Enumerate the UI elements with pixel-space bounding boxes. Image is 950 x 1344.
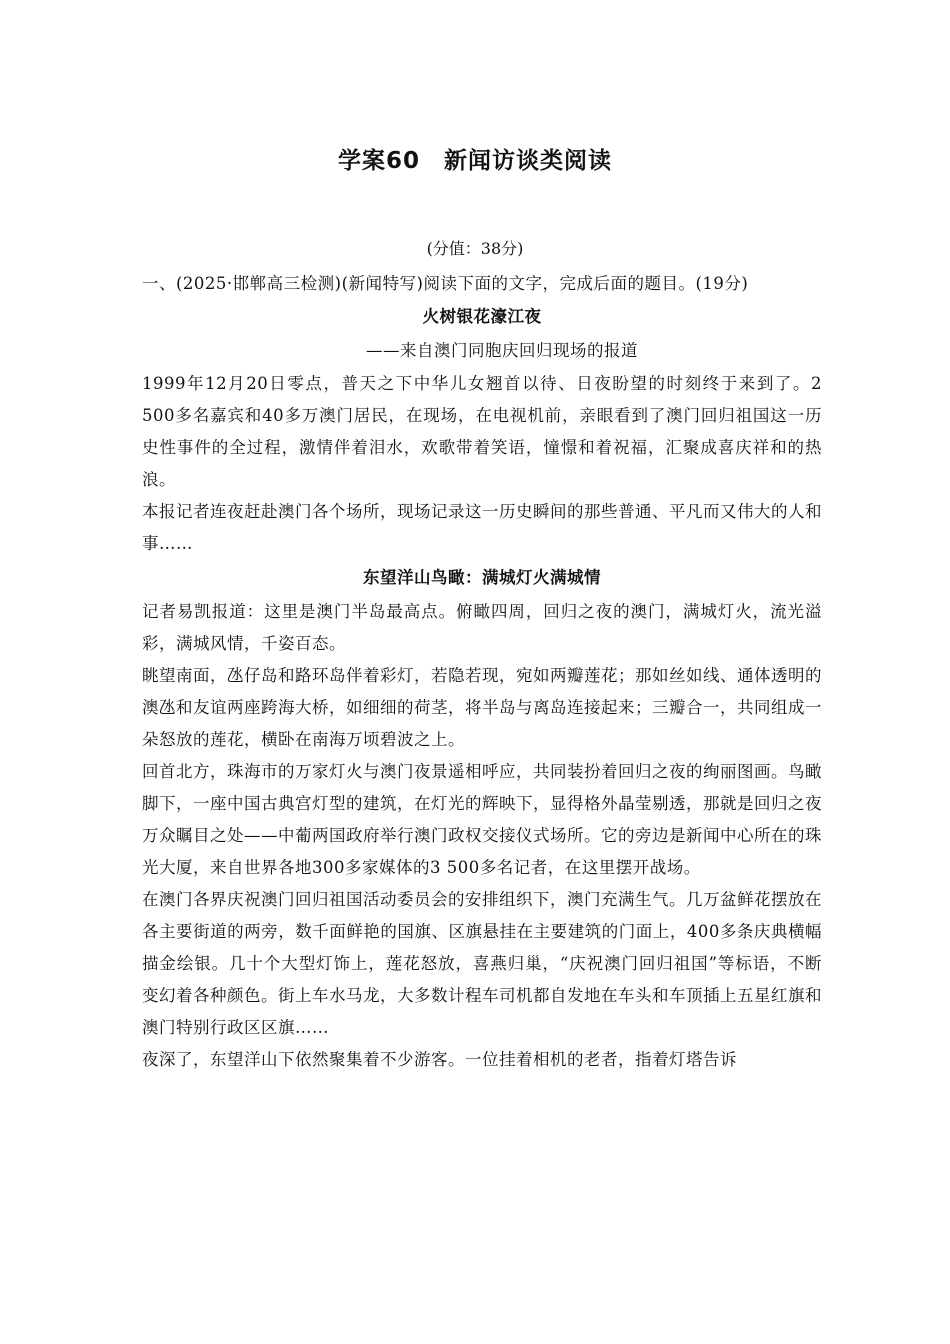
body-paragraph: 记者易凯报道：这里是澳门半岛最高点。俯瞰四周，回归之夜的澳门，满城灯火，流光溢彩，满城风情，千姿百态。 bbox=[142, 602, 822, 653]
body-paragraph: 夜深了，东望洋山下依然聚集着不少游客。一位挂着相机的老者，指着灯塔告诉 bbox=[142, 1050, 737, 1069]
body-paragraph: 本报记者连夜赶赴澳门各个场所，现场记录这一历史瞬间的那些普通、平凡而又伟大的人和事…… bbox=[142, 502, 822, 553]
body-paragraph: 在澳门各界庆祝澳门回归祖国活动委员会的安排组织下，澳门充满生气。几万盆鲜花摆放在各主要街道的两旁，数千面鲜艳的国旗、区旗悬挂在主要建筑的门面上，400多条庆典横幅描金绘银。几十个大型灯饰上，莲花怒放，喜燕归巢，“庆祝澳门回归祖国”等标语，不断变幻着各种颜色。街上车水马龙，大多数计程车司机都自发地在车头和车顶插上五星红旗和澳门特别行政区区旗…… bbox=[142, 890, 822, 1037]
question-intro: 一、(2025·邯郸高三检测)(新闻特写)阅读下面的文字，完成后面的题目。(19分) bbox=[142, 274, 749, 293]
body-paragraph: 1999年12月20日零点，普天之下中华儿女翘首以待、日夜盼望的时刻终于来到了。2 500多名嘉宾和40多万澳门居民，在现场，在电视机前，亲眼看到了澳门回归祖国这一历史性事件的全过程，激情伴着泪水，欢歌带着笑语，憧憬和着祝福，汇聚成喜庆祥和的热浪。 bbox=[142, 374, 822, 489]
article-body bbox=[142, 268, 822, 1076]
body-paragraph: 回首北方，珠海市的万家灯火与澳门夜景遥相呼应，共同装扮着回归之夜的绚丽图画。鸟瞰脚下，一座中国古典宫灯型的建筑，在灯光的辉映下，显得格外晶莹剔透，那就是回归之夜万众瞩目之处——中葡两国政府举行澳门政权交接仪式场所。它的旁边是新闻中心所在的珠光大厦，来自世界各地300多家媒体的3 500多名记者，在这里摆开战场。 bbox=[142, 762, 822, 877]
score-line: (分值：38分) bbox=[426, 239, 524, 258]
page-title: 学案60 新闻访谈类阅读 bbox=[337, 148, 612, 174]
section-heading: 东望洋山鸟瞰：满城灯火满城情 bbox=[363, 568, 601, 587]
body-paragraph: 眺望南面，氹仔岛和路环岛伴着彩灯，若隐若现，宛如两瓣莲花；那如丝如线、通体透明的澳氹和友谊两座跨海大桥，如细细的荷茎，将半岛与离岛连接起来；三瓣合一，共同组成一朵怒放的莲花，横卧在南海万顷碧波之上。 bbox=[142, 666, 822, 749]
article-subtitle: ——来自澳门同胞庆回归现场的报道 bbox=[366, 341, 638, 360]
article-title: 火树银花濠江夜 bbox=[422, 307, 542, 326]
